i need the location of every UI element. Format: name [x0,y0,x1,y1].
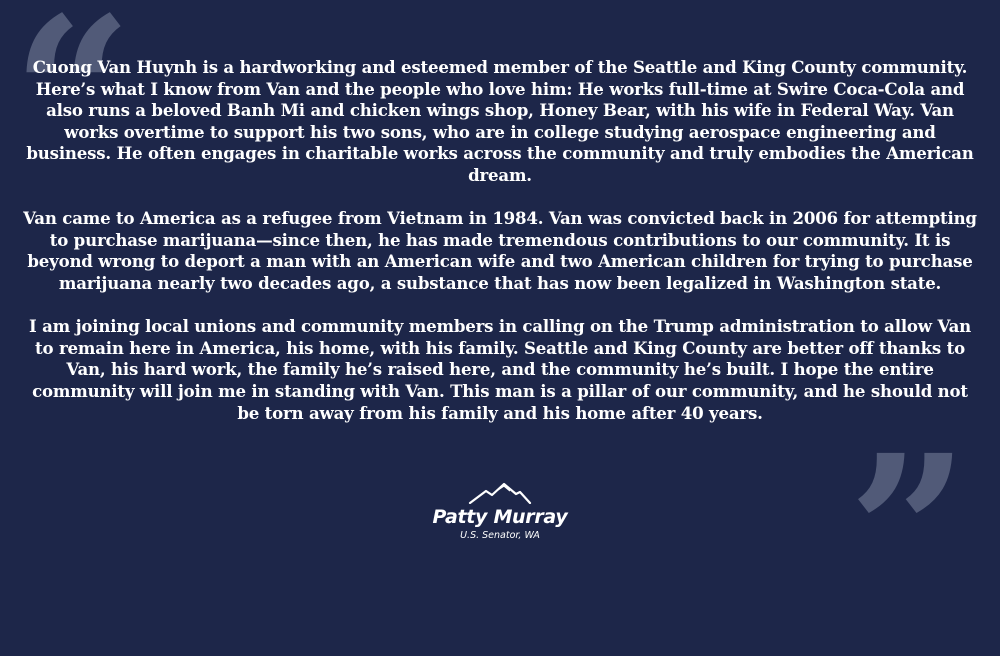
statement-paragraph: I am joining local unions and community members in calling on the Trump administration to allow Van to remain here in America, his home, with his family. Seattle and King County are better off thanks to Van, his hard work, the family he’s raised here, and the community he’s built. I hope the entire community will join me in standing with Van. This man is a pillar of our community, and he should not be torn away from his family and his home after 40 years. [28,316,972,423]
signature [400,482,600,542]
signature-title: U.S. Senator, WA [460,530,540,541]
statement-paragraph: Van came to America as a refugee from Vietnam in 1984. Van was convicted back in 2006 for attempting to purchase marijuana—since then, he has made tremendous contributions to our community. It is beyond wrong to deport a man with an American wife and two American children for trying to purchase marijuana nearly two decades ago, a substance that has now been legalized in Washington state. [23,208,977,293]
mountain-icon [468,482,532,504]
statement [22,57,978,424]
statement-paragraph: Cuong Van Huynh is a hardworking and esteemed member of the Seattle and King County community. Here’s what I know from Van and the people who love him: He works full-time at Swire Coca-Cola and also runs a beloved Banh Mi and chicken wings shop, Honey Bear, with his wife in Federal Way. Van works overtime to support his two sons, who are in college studying aerospace engineering and business. He often engages in charitable works across the community and truly embodies the American dream. [26,57,974,185]
close-quote-mark: ” [848,409,969,656]
open-quote-mark: “ [12,0,133,218]
signature-name: Patty Murray [432,506,568,528]
